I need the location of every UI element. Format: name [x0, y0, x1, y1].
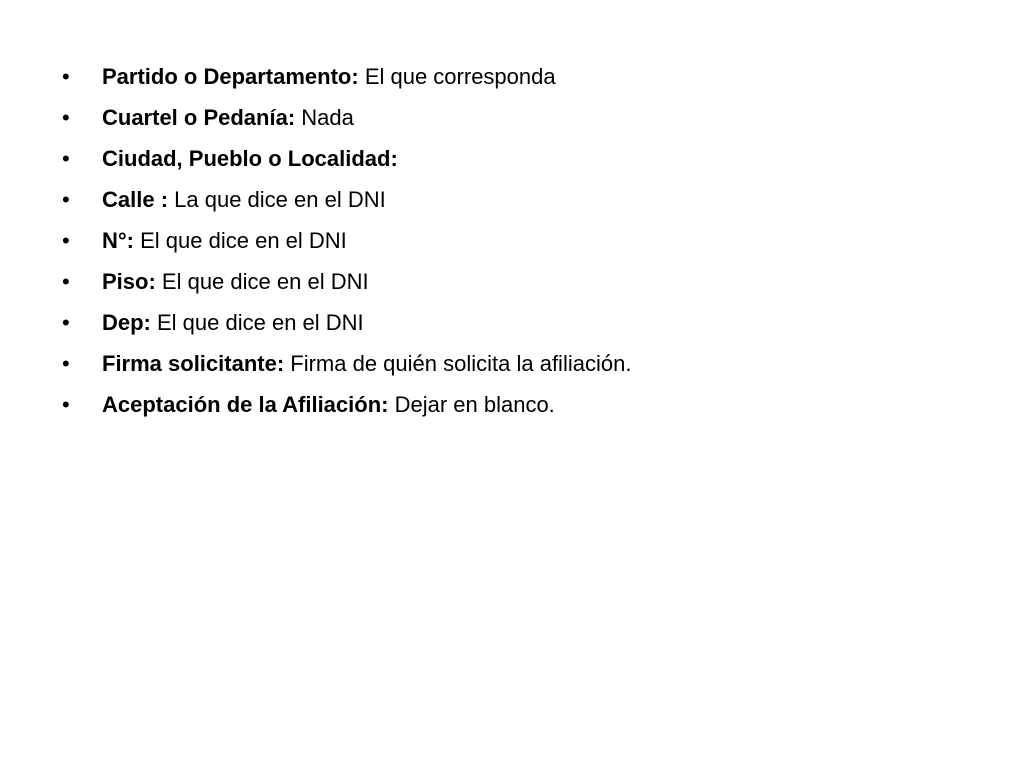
bullet-label: N°:	[102, 228, 135, 253]
bullet-label: Cuartel o Pedanía:	[102, 105, 296, 130]
bullet-label: Partido o Departamento:	[102, 64, 359, 89]
bullet-list	[62, 56, 982, 425]
bullet-item-cuartel	[62, 97, 982, 138]
bullet-label: Aceptación de la Afiliación:	[102, 392, 389, 417]
bullet-item-aceptacion	[62, 384, 982, 425]
bullet-dot-icon: •	[62, 187, 70, 212]
bullet-value: Firma de quién solicita la afiliación.	[284, 351, 632, 376]
bullet-label: Piso:	[102, 269, 156, 294]
bullet-item-ciudad	[62, 138, 982, 179]
bullet-dot-icon: •	[62, 105, 70, 130]
bullet-label: Firma solicitante:	[102, 351, 285, 376]
bullet-value: El que corresponda	[358, 64, 556, 89]
bullet-dot-icon: •	[62, 146, 70, 171]
bullet-value: El que dice en el DNI	[150, 310, 364, 335]
bullet-dot-icon: •	[62, 310, 70, 335]
bullet-item-partido	[62, 56, 982, 97]
bullet-value: La que dice en el DNI	[168, 187, 386, 212]
bullet-dot-icon: •	[62, 64, 70, 89]
bullet-label: Ciudad, Pueblo o Localidad:	[102, 146, 398, 171]
bullet-value: El que dice en el DNI	[134, 228, 347, 253]
bullet-value: Nada	[295, 105, 354, 130]
bullet-item-piso	[62, 261, 982, 302]
bullet-label: Dep:	[102, 310, 151, 335]
bullet-value: El que dice en el DNI	[155, 269, 369, 294]
bullet-item-dep	[62, 302, 982, 343]
bullet-label: Calle :	[102, 187, 169, 212]
bullet-dot-icon: •	[62, 351, 70, 376]
bullet-dot-icon: •	[62, 392, 70, 417]
bullet-item-numero	[62, 220, 982, 261]
bullet-dot-icon: •	[62, 269, 70, 294]
bullet-dot-icon: •	[62, 228, 70, 253]
bullet-item-firma	[62, 343, 982, 384]
bullet-item-calle	[62, 179, 982, 220]
bullet-value: Dejar en blanco.	[388, 392, 555, 417]
